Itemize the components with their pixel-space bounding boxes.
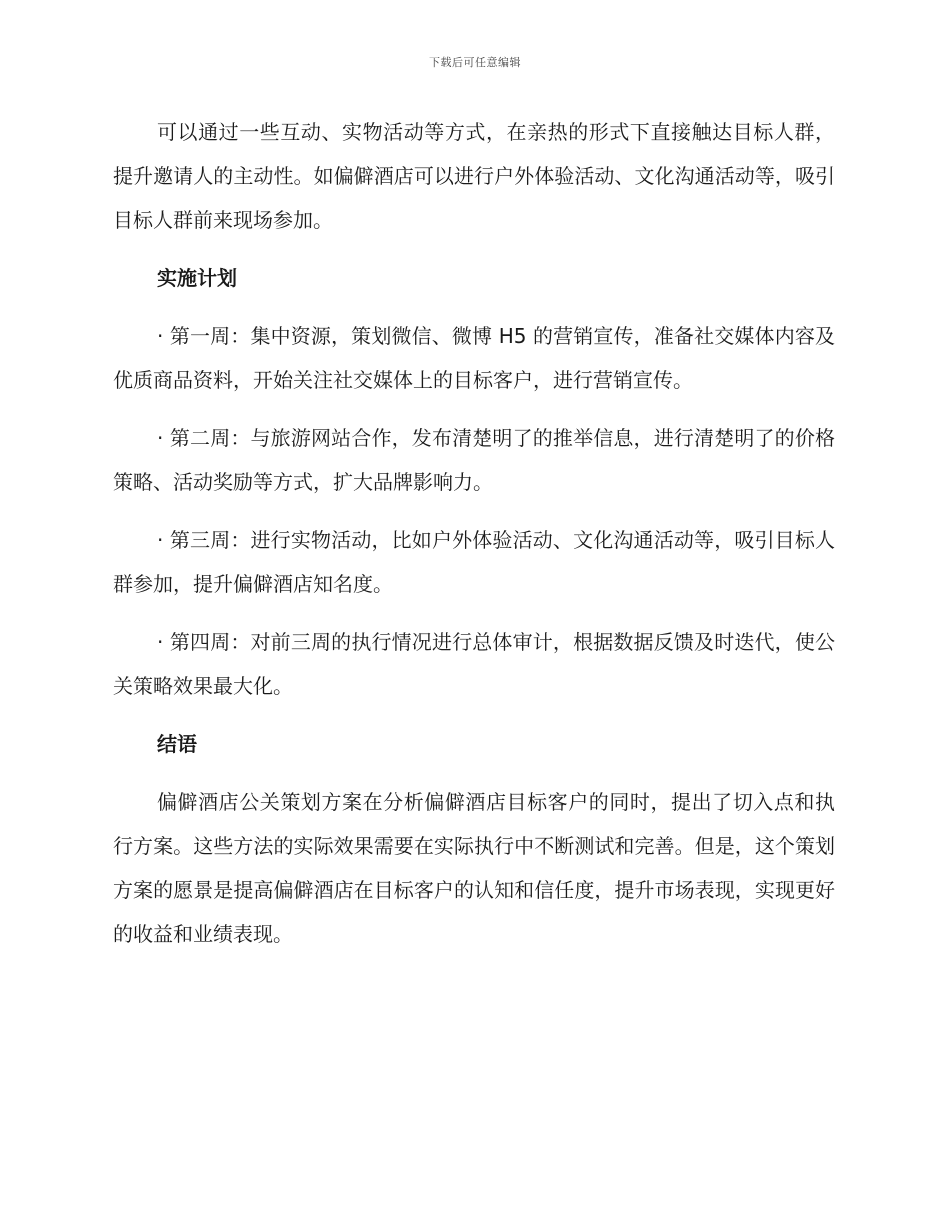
intro-paragraph: 可以通过一些互动、实物活动等方式，在亲热的形式下直接触达目标人群，提升邀请人的主动性。如偏僻酒店可以进行户外体验活动、文化沟通活动等，吸引目标人群前来现场参加。 bbox=[113, 120, 835, 232]
plan-item-week-1: · 第一周：集中资源，策划微信、微博 H5 的营销宣传，准备社交媒体内容及优质商品资料，开始关注社交媒体上的目标客户，进行营销宣传。 bbox=[113, 324, 835, 392]
conclusion-heading: 结语 bbox=[157, 732, 197, 756]
plan-item-week-4: · 第四周：对前三周的执行情况进行总体审计，根据数据反馈及时迭代，使公关策略效果最大化。 bbox=[113, 630, 835, 698]
plan-item-week-3: · 第三周：进行实物活动，比如户外体验活动、文化沟通活动等，吸引目标人群参加，提升偏僻酒店知名度。 bbox=[113, 528, 835, 596]
document-body bbox=[113, 110, 835, 970]
header-note: 下载后可任意编辑 bbox=[429, 56, 521, 69]
plan-heading: 实施计划 bbox=[157, 266, 237, 290]
conclusion-paragraph: 偏僻酒店公关策划方案在分析偏僻酒店目标客户的同时，提出了切入点和执行方案。这些方法的实际效果需要在实际执行中不断测试和完善。但是，这个策划方案的愿景是提高偏僻酒店在目标客户的认知和信任度，提升市场表现，实现更好的收益和业绩表现。 bbox=[113, 790, 835, 946]
plan-item-week-2: · 第二周：与旅游网站合作，发布清楚明了的推举信息，进行清楚明了的价格策略、活动奖励等方式，扩大品牌影响力。 bbox=[113, 426, 835, 494]
